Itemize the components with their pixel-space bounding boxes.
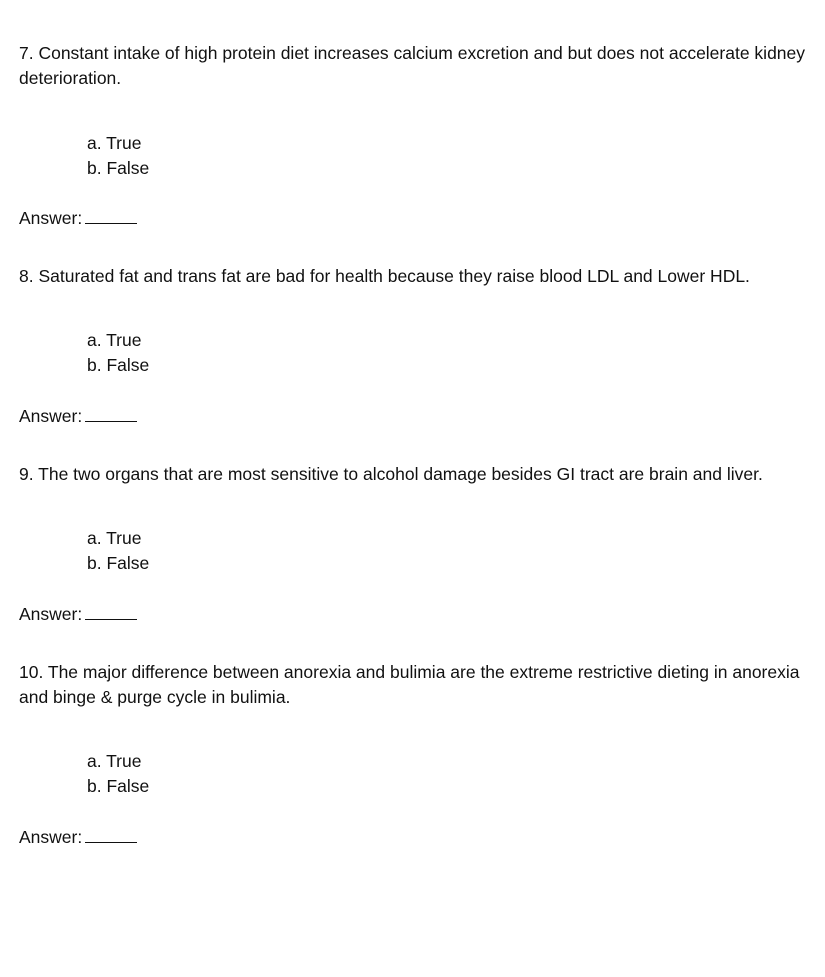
answer-blank[interactable] (85, 208, 137, 224)
option-false[interactable]: b. False (87, 553, 150, 573)
question-10-answer (19, 825, 137, 850)
question-9-answer (19, 602, 137, 627)
question-8 (19, 264, 819, 289)
answer-label: Answer: (19, 406, 83, 426)
question-7-text: 7. Constant intake of high protein diet increases calcium excretion and but does not accelerate kidney deterioration. (19, 43, 806, 88)
answer-blank[interactable] (85, 406, 137, 422)
question-7-options (87, 131, 149, 181)
question-10-options (87, 749, 149, 799)
answer-blank[interactable] (85, 604, 137, 620)
answer-label: Answer: (19, 208, 83, 228)
question-10-text: 10. The major difference between anorexia and bulimia are the extreme restrictive dieting in anorexia and binge & purge cycle in bulimia. (19, 662, 800, 707)
option-false[interactable]: b. False (87, 776, 150, 796)
question-9-options (87, 526, 149, 576)
question-9 (19, 462, 819, 487)
option-true[interactable]: a. True (87, 330, 142, 350)
answer-label: Answer: (19, 827, 83, 847)
option-true[interactable]: a. True (87, 133, 142, 153)
question-9-text: 9. The two organs that are most sensitive to alcohol damage besides GI tract are brain and liver. (19, 464, 763, 484)
option-false[interactable]: b. False (87, 355, 150, 375)
option-true[interactable]: a. True (87, 751, 142, 771)
question-8-answer (19, 404, 137, 429)
question-7 (19, 41, 819, 91)
question-8-text: 8. Saturated fat and trans fat are bad for health because they raise blood LDL and Lower HDL. (19, 266, 750, 286)
option-true[interactable]: a. True (87, 528, 142, 548)
question-10 (19, 660, 819, 710)
question-7-answer (19, 206, 137, 231)
answer-label: Answer: (19, 604, 83, 624)
answer-blank[interactable] (85, 827, 137, 843)
option-false[interactable]: b. False (87, 158, 150, 178)
question-8-options (87, 328, 149, 378)
